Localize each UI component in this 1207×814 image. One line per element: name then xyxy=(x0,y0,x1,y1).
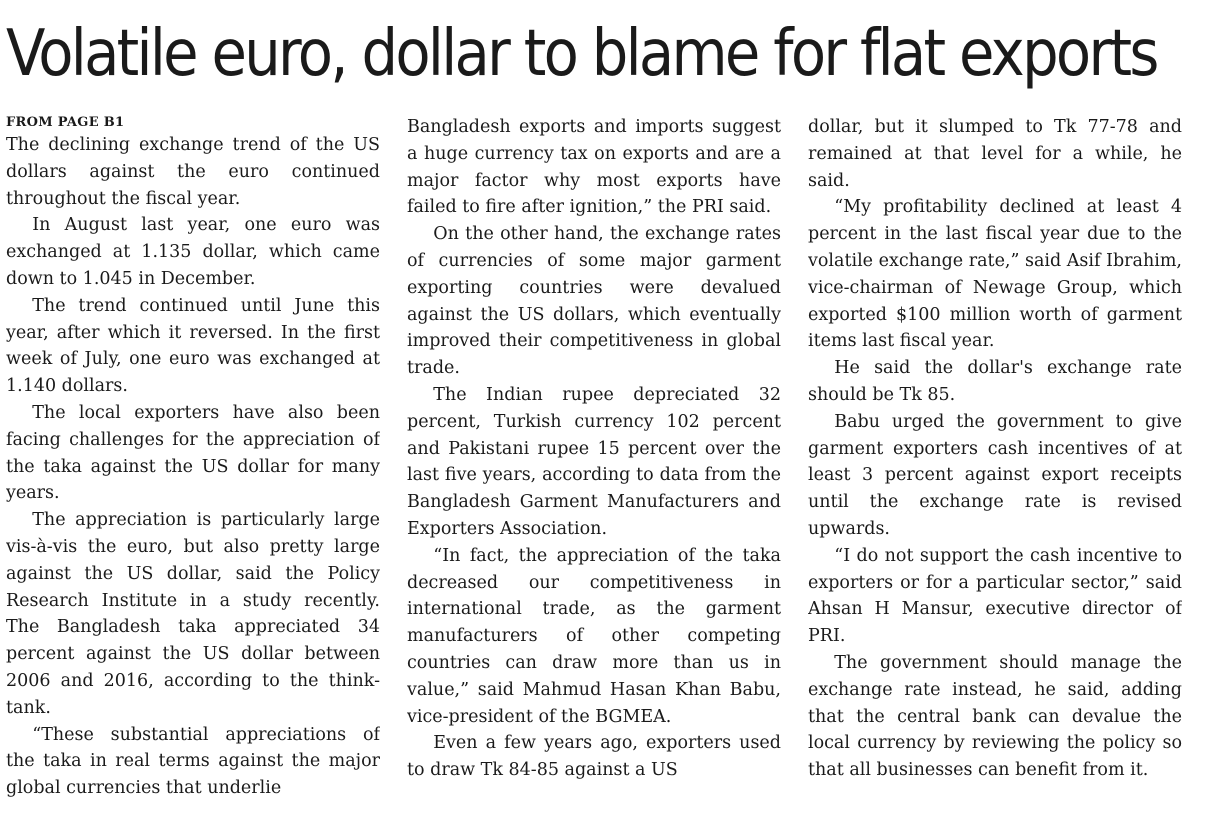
paragraph: “In fact, the appreciation of the taka decreased our competitiveness in international trade, as the garment manufacturers of other competing countries can draw more than us in value,” said Mahmud Hasan Khan Babu, vice-president of the BGMEA. xyxy=(407,545,781,727)
paragraph: In August last year, one euro was exchanged at 1.135 dollar, which came down to 1.045 in December. xyxy=(6,215,380,289)
column-1 xyxy=(6,114,380,810)
paragraph: The trend continued until June this year, after which it reversed. In the first week of July, one euro was exchanged at 1.140 dollars. xyxy=(6,295,380,397)
paragraph: The government should manage the exchange rate instead, he said, adding that the central bank can devalue the local currency by reviewing the policy so that all businesses can benefit from it. xyxy=(808,652,1182,781)
paragraph: On the other hand, the exchange rates of currencies of some major garment exporting countries were devalued against the US dollars, which eventually improved their competitiveness in global trade. xyxy=(407,224,781,379)
paragraph: The local exporters have also been facing challenges for the appreciation of the taka against the US dollar for many years. xyxy=(6,402,380,504)
paragraph: Babu urged the government to give garment exporters cash incentives of at least 3 percent against export receipts until the exchange rate is revised upwards. xyxy=(808,411,1182,539)
column-2 xyxy=(407,114,781,810)
paragraph: The Indian rupee depreciated 32 percent, Turkish currency 102 percent and Pakistani rupee 15 percent over the last five years, according to data from the Bangladesh Garment Manufacturers and Exporters Association. xyxy=(407,384,781,539)
article-body xyxy=(6,114,1196,810)
column-3 xyxy=(808,114,1182,810)
paragraph: He said the dollar's exchange rate should be Tk 85. xyxy=(808,358,1182,405)
paragraph: “These substantial appreciations of the taka in real terms against the major global currencies that underlie xyxy=(6,724,380,799)
jump-line: FROM PAGE B1 xyxy=(6,115,125,130)
paragraph: The appreciation is particularly large vis-à-vis the euro, but also pretty large against the US dollar, said the Policy Research Institute in a study recently. The Bangladesh taka appreciated 34 percent against the US dollar between 2006 and 2016, according to the think-tank. xyxy=(6,510,380,718)
paragraph: “I do not support the cash incentive to exporters or for a particular sector,” said Ahsan H Mansur, executive director of PRI. xyxy=(808,545,1182,647)
paragraph: The declining exchange trend of the US dollars against the euro continued throughout the fiscal year. xyxy=(6,135,380,209)
paragraph: “My profitability declined at least 4 percent in the last fiscal year due to the volatile exchange rate,” said Asif Ibrahim, vice-chairman of Newage Group, which exported $100 million worth of garment items last fiscal year. xyxy=(808,197,1182,352)
headline: Volatile euro, dollar to blame for flat exports xyxy=(6,17,1157,91)
paragraph: Even a few years ago, exporters used to draw Tk 84-85 against a US xyxy=(407,733,781,781)
paragraph: Bangladesh exports and imports suggest a huge currency tax on exports and are a major factor why most exports have failed to fire after ignition,” the PRI said. xyxy=(407,117,781,218)
paragraph: dollar, but it slumped to Tk 77-78 and remained at that level for a while, he said. xyxy=(808,117,1182,191)
